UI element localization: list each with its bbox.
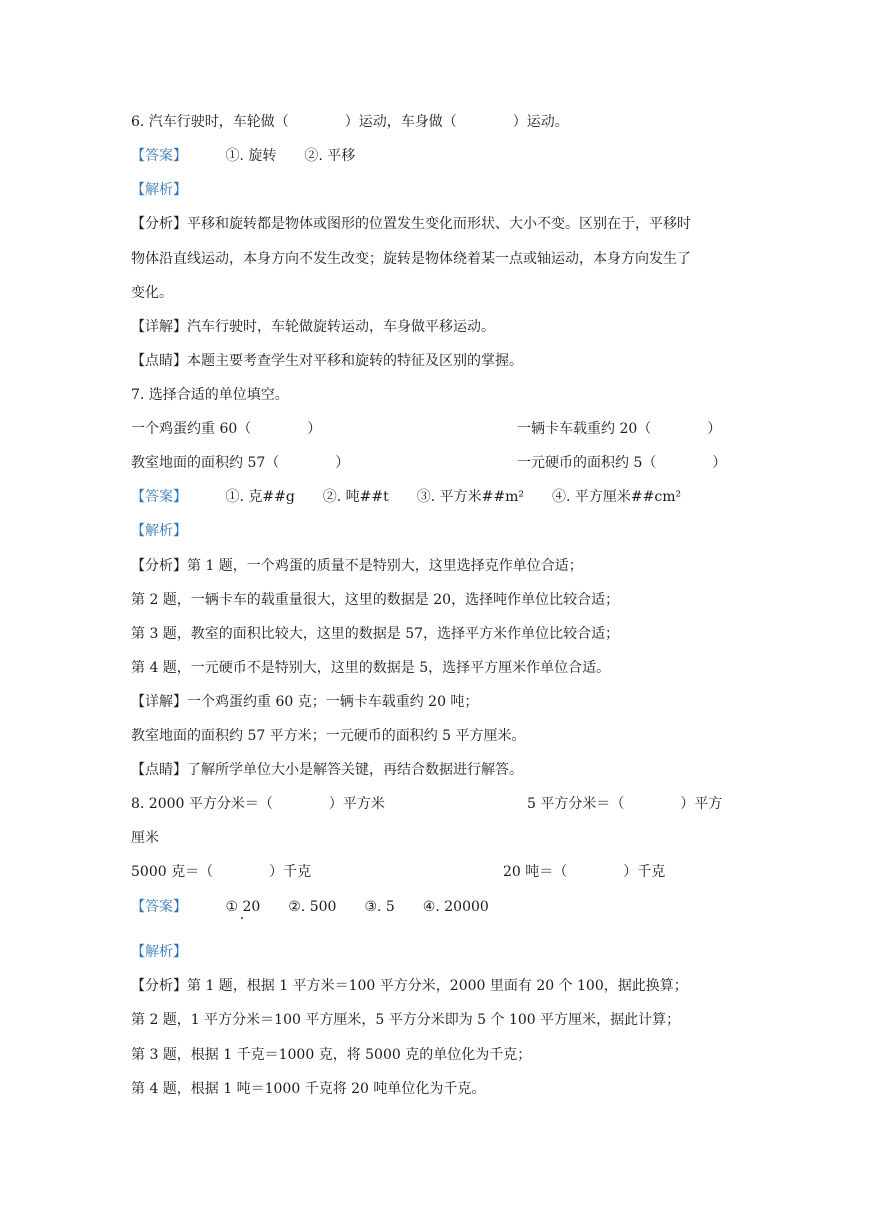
answer-text: ①. 克##g ②. 吨##t ③. 平方米##m² ④. 平方厘米##cm²	[225, 489, 682, 505]
q8-analysis-line-3: 第 3 题，根据 1 千克＝1000 克，将 5000 克的单位化为千克；	[131, 1047, 532, 1063]
q6-analysis-line-1	[131, 214, 691, 234]
q7-analysis-line-4: 第 4 题，一元硬币不是特别大，这里的数据是 5，选择平方厘米作单位合适。	[131, 660, 611, 676]
q6-detail: 【详解】汽车行驶时，车轮做旋转运动，车身做平移运动。	[131, 319, 495, 335]
q8-item-2: 5 平方分米＝（ ）平方	[527, 796, 723, 812]
q7-item-1: 一个鸡蛋约重 60（ ）	[131, 421, 322, 437]
q7-detail-1: 【详解】一个鸡蛋约重 60 克；一辆卡车载重约 20 吨；	[131, 694, 479, 710]
q7-analysis-line-3: 第 3 题，教室的面积比较大，这里的数据是 57，选择平方米作单位比较合适；	[131, 626, 620, 642]
q8-answer	[131, 897, 489, 917]
q7-comment: 【点睛】了解所学单位大小是解答关键，再结合数据进行解答。	[131, 762, 523, 778]
q8-item-4: 20 吨＝（ ）千克	[503, 864, 666, 880]
q6-comment: 【点睛】本题主要考查学生对平移和旋转的特征及区别的掌握。	[131, 353, 523, 369]
q7-item-4: 一元硬币的面积约 5（ ）	[517, 455, 727, 471]
stray-dot-mark	[241, 917, 243, 919]
q8-analysis-line-2: 第 2 题，1 平方分米＝100 平方厘米，5 平方分米即为 5 个 100 平方厘米，据此计算；	[131, 1012, 681, 1028]
analysis-tag: 【解析】	[131, 523, 187, 539]
answer-tag: 【答案】	[131, 489, 187, 505]
q8-item-1: 8. 2000 平方分米＝（ ）平方米	[131, 796, 385, 812]
q7-item-3: 教室地面的面积约 57（ ）	[131, 455, 350, 471]
analysis-tag: 【解析】	[131, 944, 187, 960]
q8-analysis-line-4: 第 4 题，根据 1 吨＝1000 千克将 20 吨单位化为千克。	[131, 1081, 486, 1097]
q7-question: 7. 选择合适的单位填空。	[131, 387, 289, 403]
q8-item-2-continued: 厘米	[131, 830, 159, 846]
fenxi-text: 平移和旋转都是物体或图形的位置发生变化而形状、大小不变。区别在于，平移时	[187, 216, 691, 232]
q6-answer	[131, 146, 355, 166]
q8-analysis-line-1: 【分析】第 1 题，根据 1 平方米＝100 平方分米，2000 里面有 20 个 100，据此换算；	[131, 978, 688, 994]
q8-item-3: 5000 克＝（ ）千克	[131, 864, 312, 880]
q6-analysis-line-2: 物体沿直线运动，本身方向不发生改变；旋转是物体绕着某一点或轴运动，本身方向发生了	[131, 251, 691, 267]
answer-text: ① 20 ②. 500 ③. 5 ④. 20000	[225, 899, 489, 915]
q7-detail-2: 教室地面的面积约 57 平方米；一元硬币的面积约 5 平方厘米。	[131, 728, 526, 744]
answer-text: ①. 旋转 ②. 平移	[225, 148, 356, 164]
fenxi-tag: 【分析】	[131, 216, 187, 232]
q7-answer	[131, 487, 681, 507]
q7-analysis-line-1: 【分析】第 1 题，一个鸡蛋的质量不是特别大，这里选择克作单位合适；	[131, 558, 583, 574]
q7-item-2: 一辆卡车载重约 20（ ）	[517, 421, 722, 437]
q6-question: 6. 汽车行驶时，车轮做（ ）运动，车身做（ ）运动。	[131, 114, 569, 130]
answer-tag: 【答案】	[131, 899, 187, 915]
q7-analysis-line-2: 第 2 题，一辆卡车的载重量很大，这里的数据是 20，选择吨作单位比较合适；	[131, 592, 620, 608]
q6-analysis-line-3: 变化。	[131, 285, 173, 301]
analysis-tag: 【解析】	[131, 182, 187, 198]
answer-tag: 【答案】	[131, 148, 187, 164]
